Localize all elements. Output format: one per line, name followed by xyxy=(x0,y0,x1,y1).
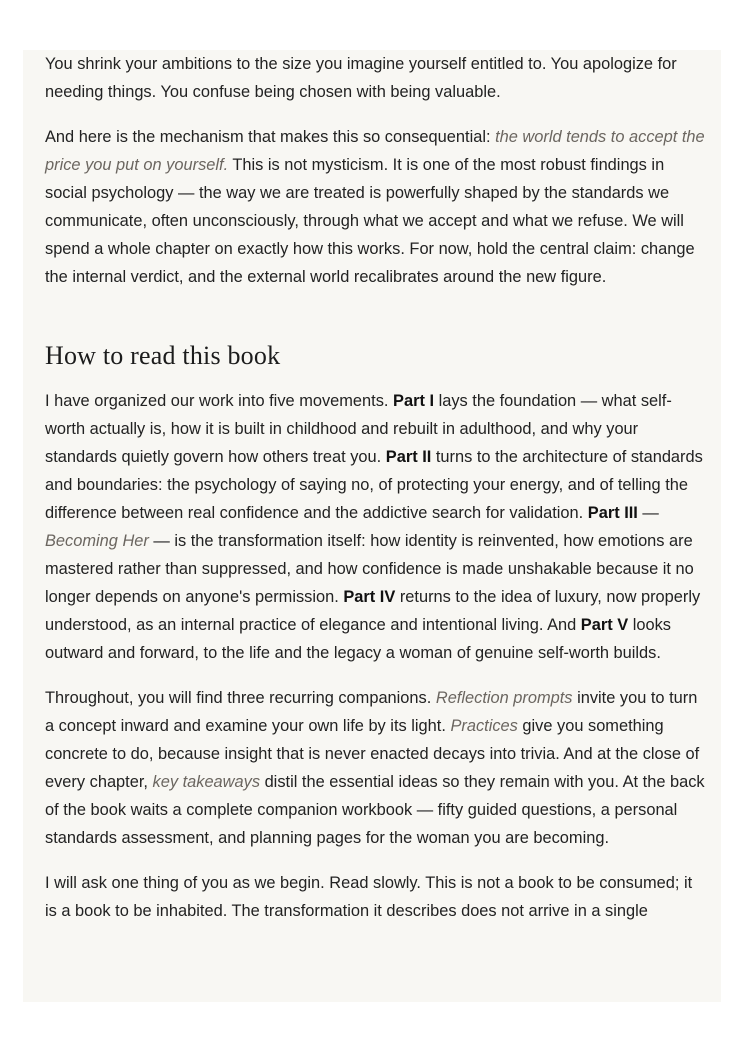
text-run: invite you to turn a concept inward and examine your own life by its light. xyxy=(45,689,698,735)
paragraph-ambitions: You shrink your ambitions to the size you imagine yourself entitled to. You apologize for needing things. You confuse being chosen with being valuable. xyxy=(45,55,677,101)
paragraph-mechanism xyxy=(45,123,705,291)
text-run: Throughout, you will find three recurring companions. xyxy=(45,689,436,707)
text-run: I have organized our work into five movements. xyxy=(45,392,394,410)
text-run: looks outward and forward, to the life and the legacy a woman of genuine self-worth builds. xyxy=(45,616,671,662)
section-heading: How to read this book xyxy=(45,341,281,370)
reflection-prompts-term: Reflection prompts xyxy=(435,689,573,707)
part-ii-label: Part II xyxy=(385,448,432,466)
text-run: — is the transformation itself: how identity is reinvented, how emotions are mastered rather than suppressed, and how confidence is made unshakable because it no longer depends on anyone's permission. xyxy=(45,532,694,606)
paragraph-read-slowly: I will ask one thing of you as we begin. Read slowly. This is not a book to be consumed; it is a book to be inhabited. The transformation it describes does not arrive in a single xyxy=(45,874,693,920)
page-content xyxy=(45,50,705,942)
book-page xyxy=(23,50,721,1002)
practices-term: Practices xyxy=(450,717,518,735)
text-run: turns to the architecture of standards and boundaries: the psychology of saying no, of protecting your energy, and of telling the difference between real confidence and the addictive search for validation. xyxy=(45,448,703,522)
part-iv-label: Part IV xyxy=(343,588,396,606)
paragraph-mechanism-emphasis: the world tends to accept the price you put on yourself. xyxy=(45,128,705,174)
text-run: — xyxy=(637,504,659,522)
becoming-her-title: Becoming Her xyxy=(45,532,149,550)
key-takeaways-term: key takeaways xyxy=(152,773,261,791)
text-run: distil the essential ideas so they remain with you. At the back of the book waits a complete companion workbook — fifty guided questions, a personal standards assessment, and planning pages for the woman you are becoming. xyxy=(45,773,705,847)
text-run: returns to the idea of luxury, now properly understood, as an internal practice of elegance and intentional living. And xyxy=(45,588,701,634)
paragraph-five-movements xyxy=(45,387,705,667)
part-i-label: Part I xyxy=(393,392,435,410)
part-iii-label: Part III xyxy=(587,504,638,522)
text-run: give you something concrete to do, because insight that is never enacted decays into trivia. And at the close of every chapter, xyxy=(45,717,700,791)
paragraph-companions xyxy=(45,684,705,852)
text-run: lays the foundation — what self-worth actually is, how it is built in childhood and rebuilt in adulthood, and why your standards quietly govern how others treat you. xyxy=(45,392,672,466)
part-v-label: Part V xyxy=(580,616,629,634)
paragraph-mechanism-lead: And here is the mechanism that makes this so consequential: xyxy=(45,128,496,146)
paragraph-mechanism-rest: This is not mysticism. It is one of the most robust findings in social psychology — the way we are treated is powerfully shaped by the standards we communicate, often unconsciously, through what we accept and what we refuse. We will spend a whole chapter on exactly how this works. For now, hold the central claim: change the internal verdict, and the external world recalibrates around the new figure. xyxy=(45,156,695,286)
